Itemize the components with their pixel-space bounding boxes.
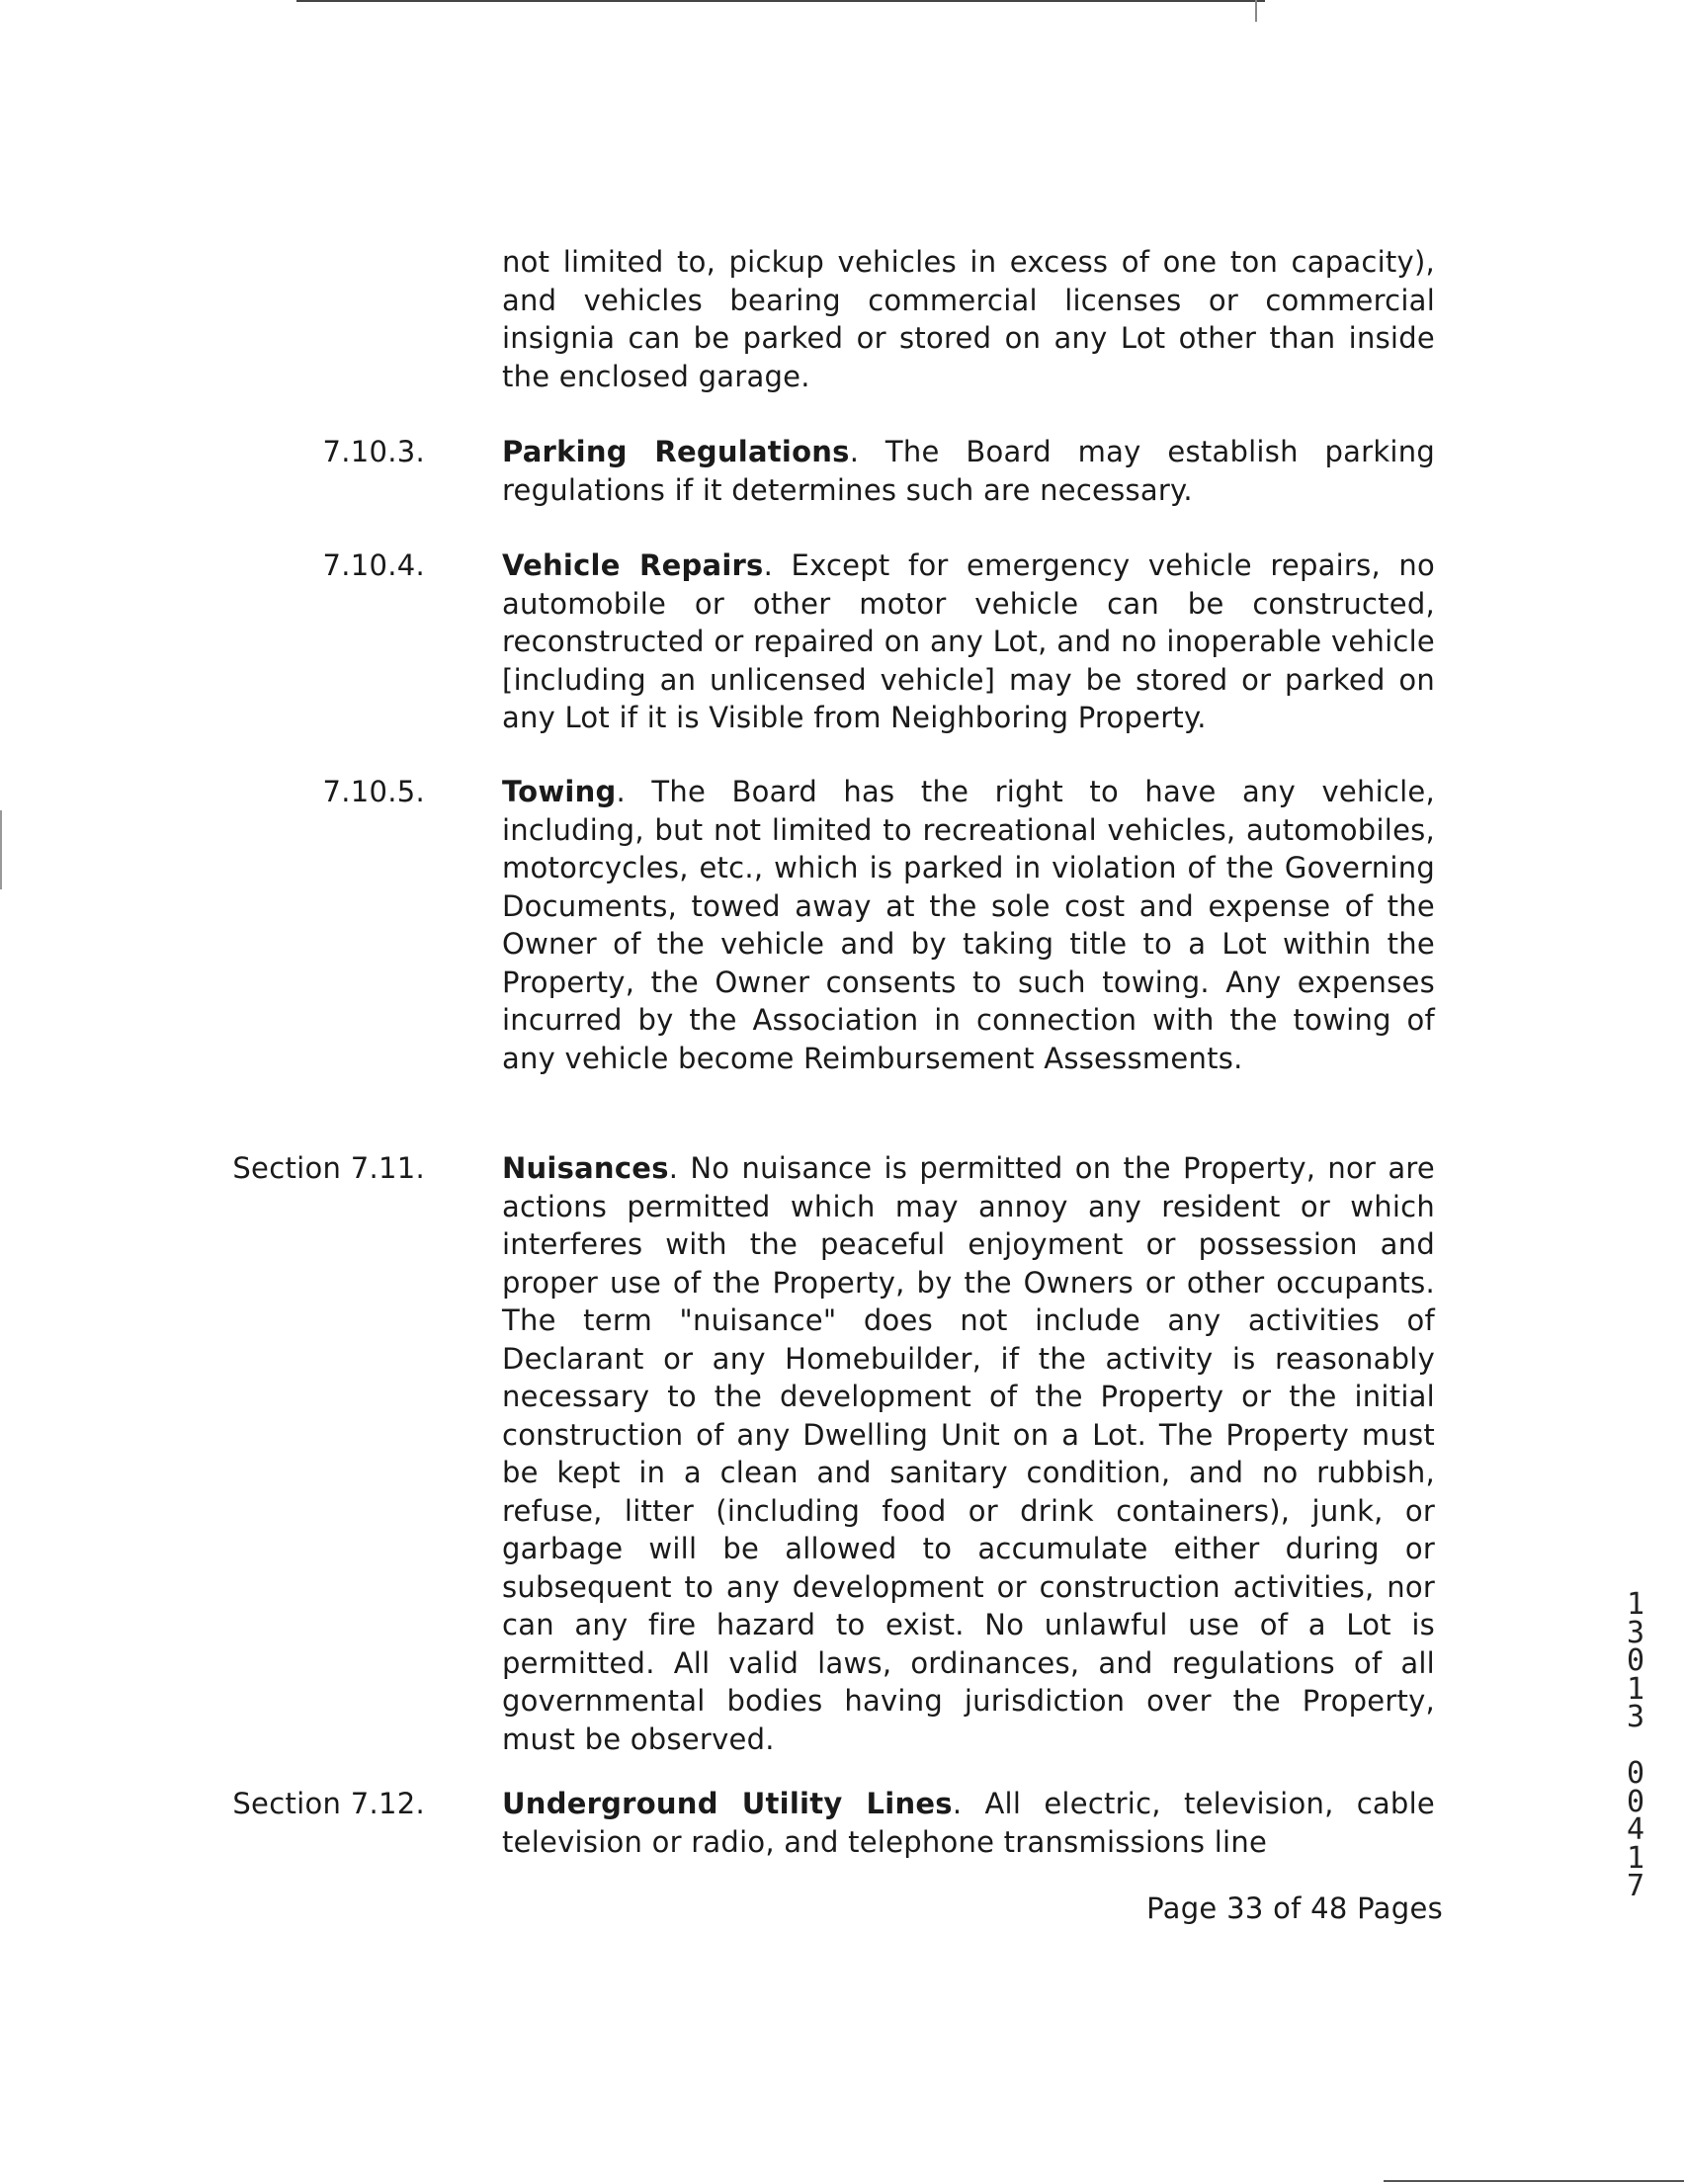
- scan-top-border: [296, 0, 1265, 2]
- section-heading: Vehicle Repairs: [502, 548, 764, 582]
- section-text: All electric, television, cable television or radio, and telephone transmissions line: [502, 1787, 1435, 1859]
- section-number: Section 7.12.: [232, 1787, 425, 1820]
- section-body: Parking Regulations. The Board may establish parking regulations if it determines such are necessary.: [502, 435, 1435, 507]
- section-heading: Underground Utility Lines: [502, 1787, 953, 1820]
- section-heading: Nuisances: [502, 1151, 669, 1185]
- section-text: The Board has the right to have any vehicle, including, but not limited to recreational vehicles, automobiles, motorcycles, etc., which is parked in violation of the Governing Documents, towed away at the sole cost and expense of the Owner of the vehicle and by taking title to a Lot within the Property, the Owner consents to such towing. Any expenses incurred by the Association in connection with the towing of any vehicle become Reimbursement Assessments.: [502, 775, 1435, 1075]
- recording-number-stamp: 1 3 0 1 3 0 0 4 1 7: [1626, 1587, 1645, 1903]
- section-text: No nuisance is permitted on the Property, nor are actions permitted which may annoy any resident or which interferes with the peaceful enjoyment or possession and proper use of the Property, by the Owners or other occupants. The term "nuisance" does not include any activities of Declarant or any Homebuilder, if the activity is reasonably necessary to the development of the Property or the initial construction of any Dwelling Unit on a Lot. The Property must be kept in a clean and sanitary condition, and no rubbish, refuse, litter (including food or drink containers), junk, or garbage will be allowed to accumulate either during or subsequent to any development or construction activities, nor can any fire hazard to exist. No unlawful use of a Lot is permitted. All valid laws, ordinances, and regulations of all governmental bodies having jurisdiction over the Property, must be observed.: [502, 1151, 1435, 1756]
- scan-bottom-border: [1384, 2180, 1684, 2182]
- section-body: Vehicle Repairs. Except for emergency vehicle repairs, no automobile or other motor vehicle can be constructed, reconstructed or repaired on any Lot, and no inoperable vehicle [including an unlicensed vehicle] may be stored or parked on any Lot if it is Visible from Neighboring Property.: [502, 548, 1436, 734]
- section-number: 7.10.4.: [322, 548, 425, 582]
- section-heading: Parking Regulations: [502, 435, 850, 468]
- section-number: 7.10.3.: [322, 435, 425, 468]
- section-body: Nuisances. No nuisance is permitted on the Property, nor are actions permitted which may annoy any resident or which interferes with the peaceful enjoyment or possession and proper use of the Property, by the Owners or other occupants. The term "nuisance" does not include any activities of Declarant or any Homebuilder, if the activity is reasonably necessary to the development of the Property or the initial construction of any Dwelling Unit on a Lot. The Property must be kept in a clean and sanitary condition, and no rubbish, refuse, litter (including food or drink containers), junk, or garbage will be allowed to accumulate either during or subsequent to any development or construction activities, nor can any fire hazard to exist. No unlawful use of a Lot is permitted. All valid laws, ordinances, and regulations of all governmental bodies having jurisdiction over the Property, must be observed.: [502, 1151, 1435, 1756]
- section-heading: Towing: [502, 775, 617, 808]
- scan-top-tick: [1255, 0, 1257, 22]
- scan-left-edge-mark: [0, 810, 2, 889]
- continuation-paragraph: not limited to, pickup vehicles in excess of one ton capacity), and vehicles bearing commercial licenses or commercial insignia can be parked or stored on any Lot other than inside the enclosed garage.: [502, 245, 1435, 393]
- section-text: Except for emergency vehicle repairs, no automobile or other motor vehicle can be constructed, reconstructed or repaired on any Lot, and no inoperable vehicle [including an unlicensed vehicle] may be stored or parked on any Lot if it is Visible from Neighboring Property.: [502, 548, 1436, 734]
- section-text: The Board may establish parking regulations if it determines such are necessary.: [502, 435, 1435, 507]
- section-body: Underground Utility Lines. All electric, television, cable television or radio, and telephone transmissions line: [502, 1787, 1435, 1859]
- section-body: Towing. The Board has the right to have any vehicle, including, but not limited to recreational vehicles, automobiles, motorcycles, etc., which is parked in violation of the Governing Documents, towed away at the sole cost and expense of the Owner of the vehicle and by taking title to a Lot within the Property, the Owner consents to such towing. Any expenses incurred by the Association in connection with the towing of any vehicle become Reimbursement Assessments.: [502, 775, 1435, 1075]
- page-number-footer: Page 33 of 48 Pages: [1146, 1891, 1443, 1925]
- section-number: 7.10.5.: [322, 775, 425, 808]
- section-number: Section 7.11.: [232, 1151, 425, 1185]
